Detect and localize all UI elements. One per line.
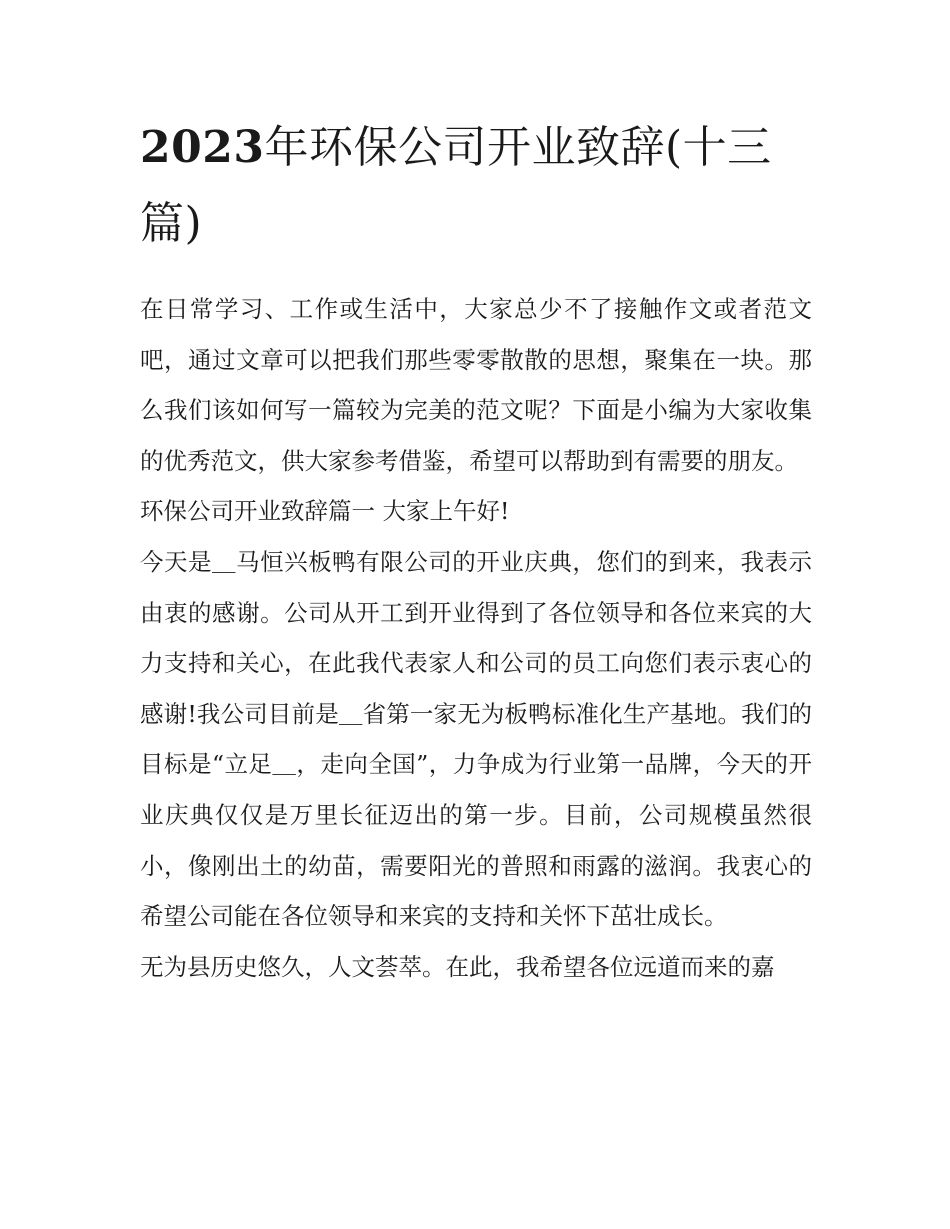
title-text: 年环保公司开业致辞(十三篇): [140, 122, 772, 249]
intro-paragraph: 在日常学习、工作或生活中，大家总少不了接触作文或者范文吧，通过文章可以把我们那些零零散散的思想，聚集在一块。那么我们该如何写一篇较为完美的范文呢？下面是小编为大家收集的优秀范文，供大家参考借鉴，希望可以帮助到有需要的朋友。: [140, 295, 812, 475]
body-paragraph-continued: 无为县历史悠久，人文荟萃。在此，我希望各位远道而来的嘉: [140, 952, 775, 981]
document-title: [140, 110, 812, 262]
section-heading-paragraph: 环保公司开业致辞篇一 大家上午好!: [140, 497, 510, 526]
body-paragraph: 今天是＿马恒兴板鸭有限公司的开业庆典，您们的到来，我表示由衷的感谢。公司从开工到开业得到了各位领导和各位来宾的大力支持和关心，在此我代表家人和公司的员工向您们表示衷心的感谢!我公司目前是＿省第一家无为板鸭标准化生产基地。我们的目标是“立足＿，走向全国”，力争成为行业第一品牌，今天的开业庆典仅仅是万里长征迈出的第一步。目前，公司规模虽然很小，像刚出土的幼苗，需要阳光的普照和雨露的滋润。我衷心的希望公司能在各位领导和来宾的支持和关怀下茁壮成长。: [140, 547, 812, 931]
title-year: 2023: [140, 122, 265, 173]
document-body: [140, 110, 812, 992]
